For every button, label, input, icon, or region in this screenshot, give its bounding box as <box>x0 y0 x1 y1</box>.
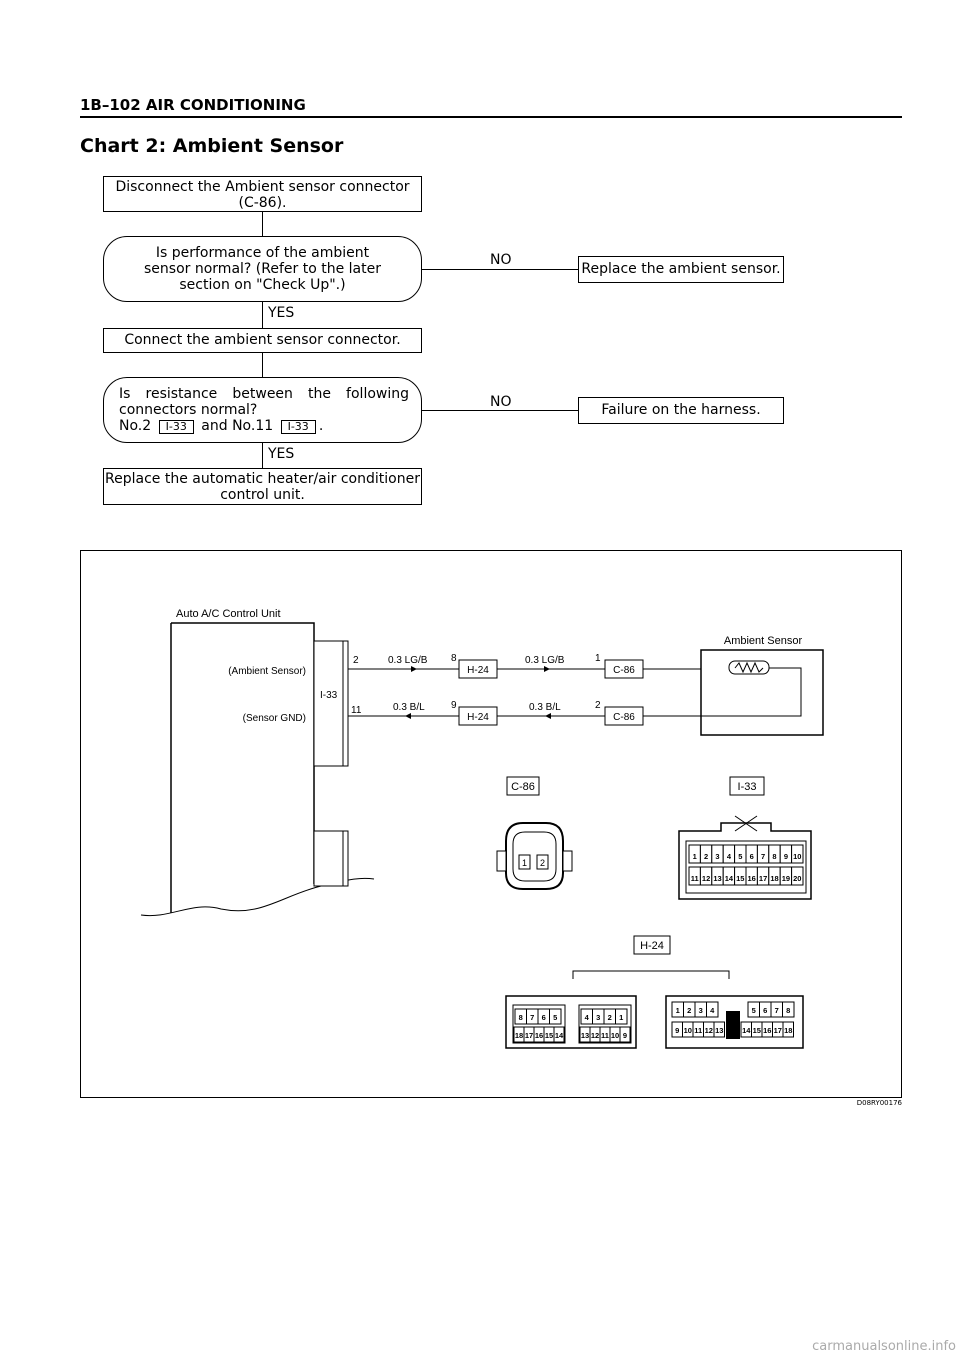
flow-action-harness: Failure on the harness. <box>578 397 784 424</box>
c86-pin-1-label: 1 <box>521 858 528 868</box>
wire-label: 0.3 B/L <box>529 702 561 713</box>
section-header: 1B–102 AIR CONDITIONING <box>80 96 306 114</box>
connector-tag-i33: I-33 <box>159 420 194 434</box>
flow-question-resistance <box>103 377 422 443</box>
h24-male-pin-label: 10 <box>683 1026 692 1035</box>
i33-pin-label: 8 <box>772 852 777 861</box>
h24-female-pin-label: 7 <box>530 1013 535 1022</box>
q2-no11: and No.11 <box>201 418 274 434</box>
ambient-sensor-label: Ambient Sensor <box>723 635 803 647</box>
i33-pin-label: 5 <box>738 852 743 861</box>
wiring-diagram-frame <box>80 550 902 1098</box>
h24-female-pin-label: 12 <box>590 1031 600 1040</box>
i33-pin-label: 14 <box>724 874 734 883</box>
h24-female-pin-label: 15 <box>544 1031 554 1040</box>
figure-code: D08RY00176 <box>856 1099 902 1107</box>
h24-male-pin-label: 8 <box>786 1006 791 1015</box>
i33-pin-label: 3 <box>715 852 720 861</box>
h24-male-pin-label: 3 <box>698 1006 703 1015</box>
i33-title: I-33 <box>737 781 757 793</box>
pin-9: 9 <box>451 700 457 711</box>
i33-pin-label: 17 <box>758 874 768 883</box>
h24-female-pin-label: 18 <box>514 1031 524 1040</box>
flow-connector <box>262 353 263 377</box>
c86-label: C-86 <box>613 712 635 723</box>
flow-step-connect: Connect the ambient sensor connector. <box>103 328 422 353</box>
arrow-icon <box>545 713 551 719</box>
q2-line1-a: Is resistance between the following <box>119 386 409 402</box>
flow-connector <box>422 410 578 411</box>
c86-latch <box>563 851 572 871</box>
flow-step-disconnect: Disconnect the Ambient sensor connector (C-86). <box>103 176 422 212</box>
c86-pin-2-label: 2 <box>539 858 546 868</box>
flow-step-replace-unit: Replace the automatic heater/air conditioner control unit. <box>103 468 422 505</box>
i33-pin-label: 20 <box>793 874 802 883</box>
c86-latch <box>497 851 506 871</box>
h24-label: H-24 <box>467 665 489 676</box>
arrow-icon <box>411 666 417 672</box>
h24-male-pin-label: 18 <box>784 1026 793 1035</box>
flow-connector <box>262 302 263 328</box>
h24-male-pin-label: 16 <box>763 1026 772 1035</box>
i33-pin-label: 16 <box>747 874 756 883</box>
h24-female-pin-label: 16 <box>534 1031 544 1040</box>
h24-title: H-24 <box>640 940 664 952</box>
q2-line1-b: connectors normal? <box>119 402 258 418</box>
q2-end: . <box>318 418 324 434</box>
h24-male-pin-label: 5 <box>751 1006 756 1015</box>
c86-title: C-86 <box>511 781 535 793</box>
h24-female-pin-label: 14 <box>554 1031 564 1040</box>
h24-male-pin-label: 4 <box>710 1006 715 1015</box>
h24-male-pin-label: 15 <box>752 1026 761 1035</box>
signal-ambient: (Ambient Sensor) <box>228 666 306 677</box>
flow-connector <box>262 443 263 468</box>
i33-pin-label: 19 <box>781 874 791 883</box>
i33-pin-label: 11 <box>690 874 699 883</box>
h24-female-pin-label: 4 <box>584 1013 589 1022</box>
pin-1: 1 <box>595 653 601 664</box>
flow-action-replace-sensor: Replace the ambient sensor. <box>578 256 784 283</box>
i33-pin-label: 4 <box>726 852 731 861</box>
i33-pin-label: 18 <box>770 874 779 883</box>
q1-yes-label: YES <box>268 305 295 321</box>
wire-label: 0.3 B/L <box>393 702 425 713</box>
i33-pin-label: 2 <box>704 852 709 861</box>
h24-male-pin-label: 2 <box>687 1006 692 1015</box>
h24-male-pin-label: 12 <box>704 1026 713 1035</box>
page-title: Chart 2: Ambient Sensor <box>80 135 344 157</box>
h24-male-pin-label: 7 <box>774 1006 779 1015</box>
q1-no-label: NO <box>490 252 512 268</box>
q2-no-label: NO <box>490 394 512 410</box>
h24-male-pin-label: 14 <box>742 1026 751 1035</box>
arrow-icon <box>544 666 550 672</box>
h24-male-pin-label: 13 <box>715 1026 724 1035</box>
watermark-footer: carmanualsonline.info <box>812 1339 956 1354</box>
i33-pin-label: 7 <box>761 852 766 861</box>
pin-2: 2 <box>595 700 601 711</box>
control-unit-body <box>171 623 314 884</box>
flow-connector <box>262 212 263 236</box>
i33-pin-label: 15 <box>736 874 745 883</box>
pin-11: 11 <box>351 705 362 716</box>
h24-male-key <box>726 1011 740 1039</box>
header-rule <box>80 116 902 118</box>
wire-label: 0.3 LG/B <box>388 655 428 666</box>
h24-female-pin-label: 3 <box>596 1013 601 1022</box>
h24-female-pin-label: 17 <box>524 1031 534 1040</box>
pin-8: 8 <box>451 653 457 664</box>
i33-pin-label: 6 <box>749 852 754 861</box>
flow-connector <box>422 269 578 270</box>
h24-female-pin-label: 5 <box>553 1013 558 1022</box>
h24-female-pin-label: 1 <box>619 1013 624 1022</box>
h24-male-pin-label: 6 <box>763 1006 768 1015</box>
h24-female-pin-label: 13 <box>580 1031 590 1040</box>
h24-male-pin-label: 1 <box>675 1006 680 1015</box>
q2-yes-label: YES <box>268 446 295 462</box>
unit-label: Auto A/C Control Unit <box>176 608 281 620</box>
h24-female-pin-label: 6 <box>541 1013 546 1022</box>
i33-connector-label: I-33 <box>320 690 338 701</box>
arrow-icon <box>405 713 411 719</box>
i33-pin-label: 13 <box>713 874 722 883</box>
q2-line2 <box>119 418 409 434</box>
h24-male-pin-label: 17 <box>773 1026 782 1035</box>
connector-tag-i33: I-33 <box>281 420 316 434</box>
i33-pin-label: 10 <box>793 852 802 861</box>
signal-gnd: (Sensor GND) <box>242 713 306 724</box>
wire-label: 0.3 LG/B <box>525 655 565 666</box>
wiring-diagram <box>81 551 903 1099</box>
pin-2: 2 <box>353 655 359 666</box>
h24-male-pin-label: 11 <box>694 1026 703 1035</box>
h24-bracket <box>573 971 729 979</box>
i33-pin-label: 12 <box>701 874 711 883</box>
h24-male-pin-label: 9 <box>675 1026 680 1035</box>
c86-face <box>506 823 563 889</box>
h24-female-pin-label: 10 <box>610 1031 620 1040</box>
q2-no2: No.2 <box>119 418 152 434</box>
h24-female-pin-label: 8 <box>518 1013 523 1022</box>
h24-female-pin-label: 2 <box>607 1013 612 1022</box>
c86-label: C-86 <box>613 665 635 676</box>
i33-pin-label: 9 <box>783 852 788 861</box>
flow-question-performance: Is performance of the ambient sensor normal? (Refer to the later section on "Check Up".) <box>103 236 422 302</box>
i33-pin-label: 1 <box>692 852 697 861</box>
h24-female-pin-label: 9 <box>622 1031 628 1040</box>
h24-label: H-24 <box>467 712 489 723</box>
h24-female-pin-label: 11 <box>601 1031 609 1040</box>
